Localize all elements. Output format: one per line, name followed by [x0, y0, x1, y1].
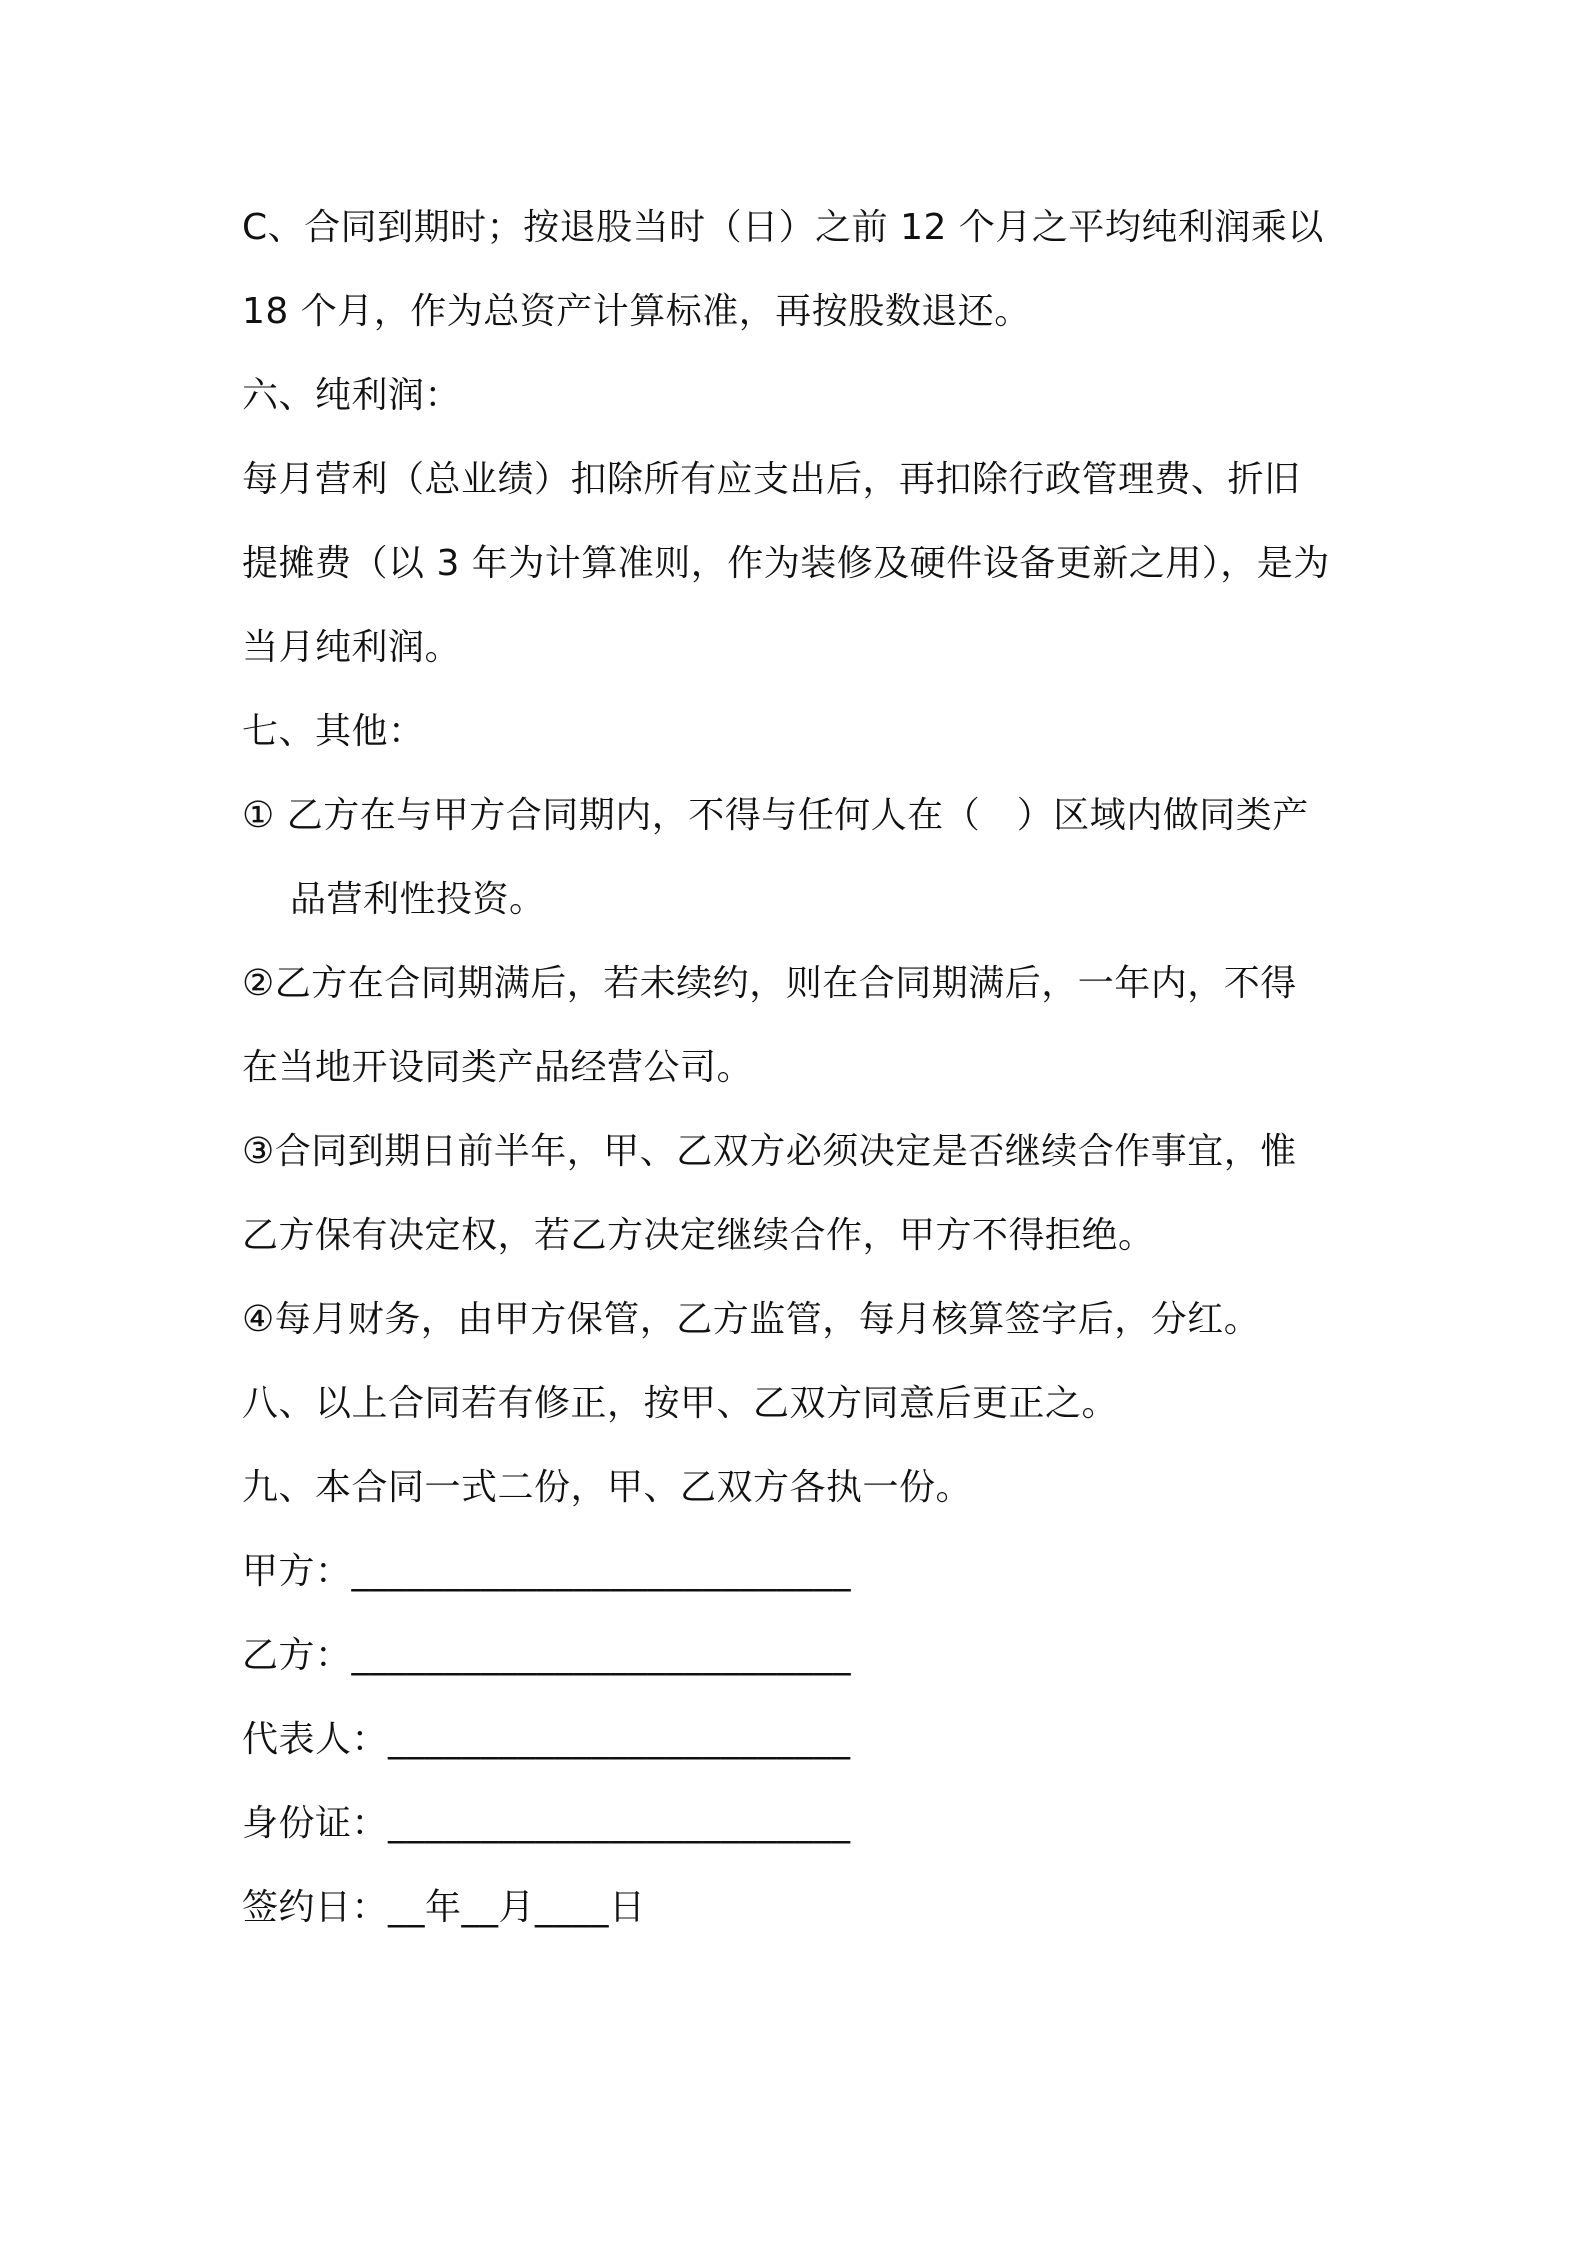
other-item-2: ②乙方在合同期满后，若未续约，则在合同期满后，一年内，不得: [242, 963, 1297, 1004]
net-profit-text-end: 当月纯利润。: [242, 627, 462, 668]
signing-date-line: 签约日：__年__月____日: [242, 1887, 646, 1928]
section-nine: 九、本合同一式二份，甲、乙双方各执一份。: [242, 1467, 973, 1508]
section-six-heading: 六、纯利润：: [242, 375, 462, 416]
other-item-4: ④每月财务，由甲方保管，乙方监管，每月核算签字后，分红。: [242, 1299, 1261, 1340]
id-card-line: 身份证：_________________________: [242, 1803, 851, 1844]
net-profit-text: 每月营利（总业绩）扣除所有应支出后，再扣除行政管理费、折旧: [242, 459, 1301, 500]
clause-c-text: C、合同到期时；按退股当时（日）之前 12 个月之平均纯利润乘以: [242, 207, 1324, 248]
section-eight: 八、以上合同若有修正，按甲、乙双方同意后更正之。: [242, 1383, 1119, 1424]
section-seven-heading: 七、其他：: [242, 711, 425, 752]
other-item-1-cont: 品营利性投资。: [290, 879, 546, 920]
clause-c-text-cont: 18 个月，作为总资产计算标准，再按股数退还。: [242, 291, 1031, 332]
other-item-2-cont: 在当地开设同类产品经营公司。: [242, 1047, 754, 1088]
other-item-1: ① 乙方在与甲方合同期内，不得与任何人在（ ）区域内做同类产: [242, 795, 1309, 836]
party-a-signature-line: 甲方：___________________________: [242, 1551, 852, 1592]
net-profit-text-cont: 提摊费（以 3 年为计算准则，作为装修及硬件设备更新之用），是为: [242, 543, 1330, 584]
party-b-signature-line: 乙方：___________________________: [242, 1635, 852, 1676]
other-item-3: ③合同到期日前半年，甲、乙双方必须决定是否继续合作事宜，惟: [242, 1131, 1297, 1172]
other-item-3-cont: 乙方保有决定权，若乙方决定继续合作，甲方不得拒绝。: [242, 1215, 1155, 1256]
representative-line: 代表人：_________________________: [242, 1719, 851, 1760]
